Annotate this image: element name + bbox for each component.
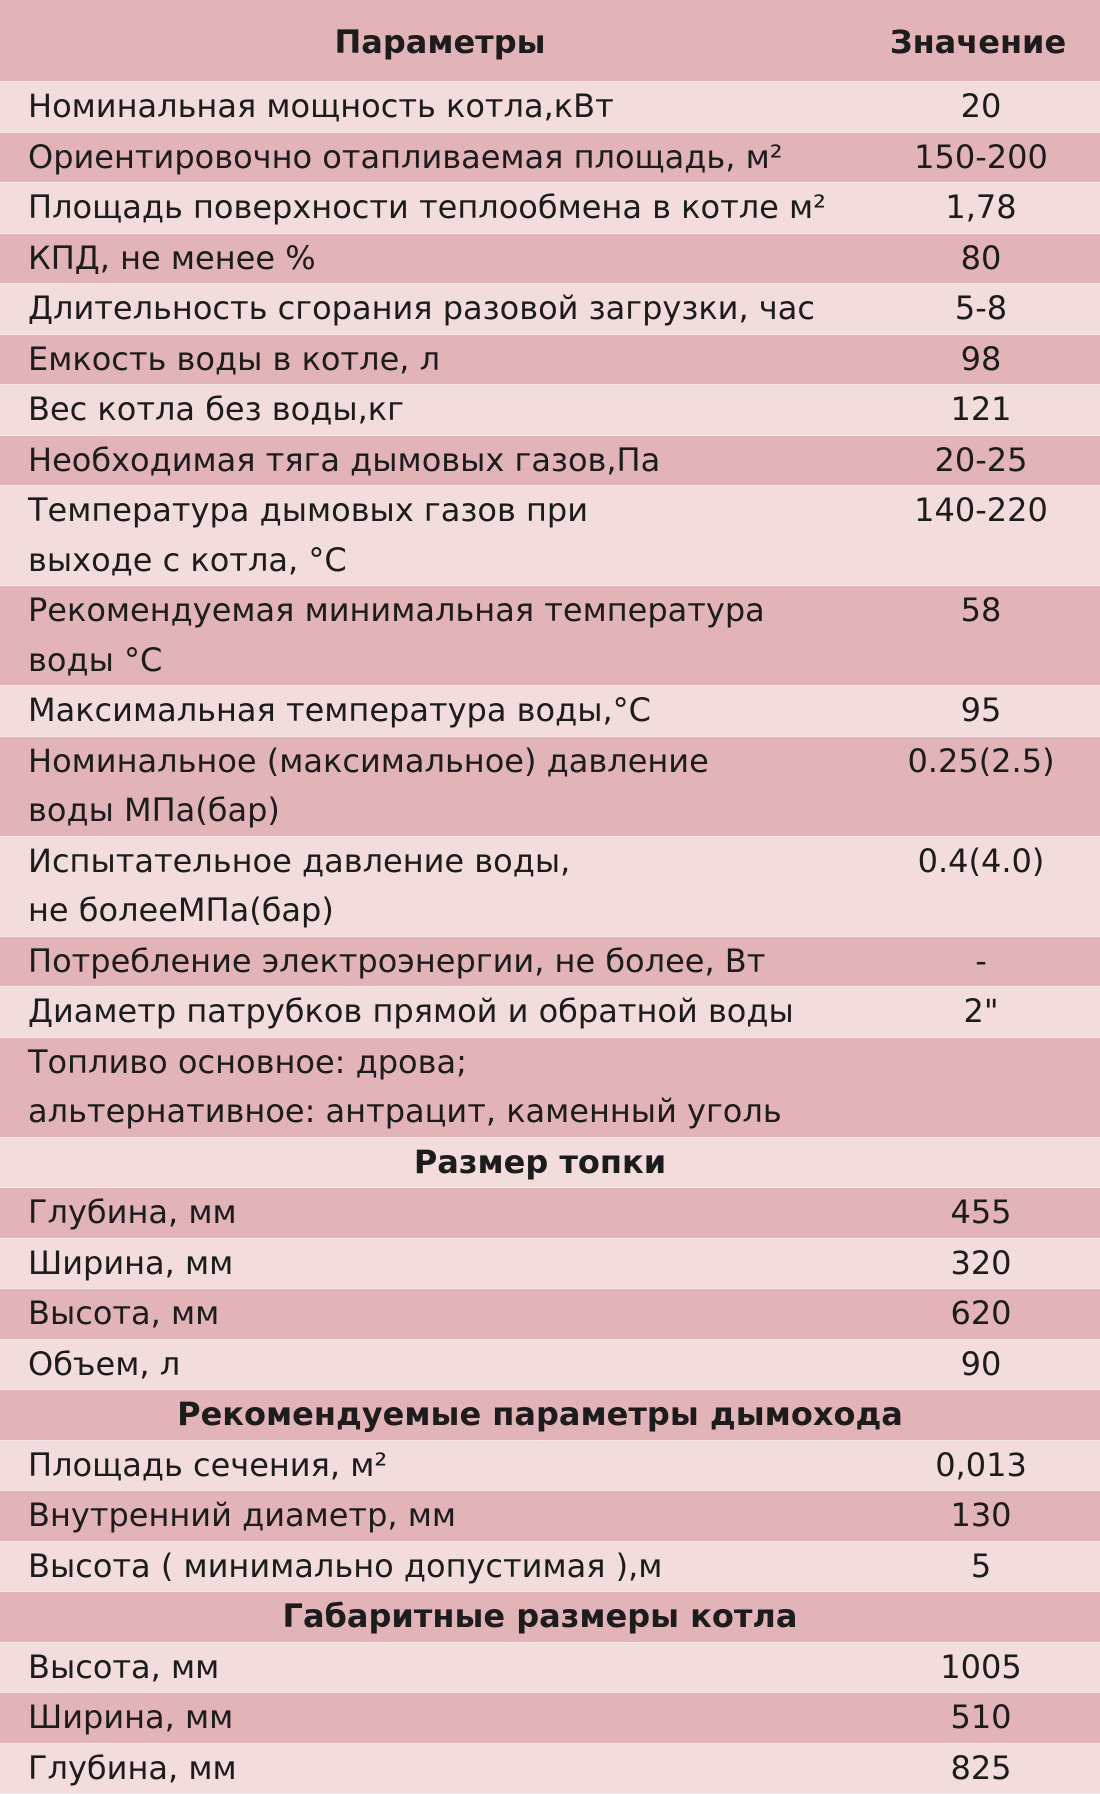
table-row xyxy=(0,1642,1100,1693)
table-row xyxy=(0,1541,1100,1592)
section-header-row xyxy=(0,1390,1100,1441)
table-row xyxy=(0,936,1100,987)
value-cell: 130 xyxy=(880,1491,1100,1542)
table-row xyxy=(0,435,1100,486)
table-row xyxy=(0,334,1100,385)
value-cell: 0.25(2.5) xyxy=(880,736,1100,836)
value-cell: 20-25 xyxy=(880,435,1100,486)
table-row xyxy=(0,183,1100,234)
parameter-cell: Внутренний диаметр, мм xyxy=(0,1491,880,1542)
parameter-cell: Температура дымовых газов при выходе с котла, °С xyxy=(0,486,880,586)
parameter-cell: Испытательное давление воды, не болееМПа(бар) xyxy=(0,836,880,936)
value-cell: 5 xyxy=(880,1541,1100,1592)
parameter-cell: Ширина, мм xyxy=(0,1238,880,1289)
value-cell: 620 xyxy=(880,1289,1100,1340)
value-cell: 1005 xyxy=(880,1642,1100,1693)
value-cell: 510 xyxy=(880,1693,1100,1744)
value-cell: 5-8 xyxy=(880,284,1100,335)
value-cell: 140-220 xyxy=(880,486,1100,586)
column-header-parameters: Параметры xyxy=(0,0,880,82)
value-cell: - xyxy=(880,936,1100,987)
value-cell: 825 xyxy=(880,1743,1100,1794)
table-row xyxy=(0,1491,1100,1542)
parameter-cell: Рекомендуемая минимальная температура воды °С xyxy=(0,586,880,686)
parameter-cell: Глубина, мм xyxy=(0,1188,880,1239)
parameter-cell: Ориентировочно отапливаемая площадь, м² xyxy=(0,132,880,183)
parameter-cell: Глубина, мм xyxy=(0,1743,880,1794)
table-row xyxy=(0,1339,1100,1390)
parameter-cell: Емкость воды в котле, л xyxy=(0,334,880,385)
table-row xyxy=(0,82,1100,133)
value-cell: 0,013 xyxy=(880,1440,1100,1491)
section-title: Габаритные размеры котла xyxy=(0,1592,1100,1643)
parameter-cell: Ширина, мм xyxy=(0,1693,880,1744)
table-row xyxy=(0,836,1100,936)
table-row xyxy=(0,385,1100,436)
parameter-cell: Вес котла без воды,кг xyxy=(0,385,880,436)
parameter-cell: Максимальная температура воды,°С xyxy=(0,686,880,737)
value-cell: 95 xyxy=(880,686,1100,737)
parameter-cell: Потребление электроэнергии, не более, Вт xyxy=(0,936,880,987)
column-header-value: Значение xyxy=(880,0,1100,82)
parameter-cell: Длительность сгорания разовой загрузки, час xyxy=(0,284,880,335)
value-cell: 150-200 xyxy=(880,132,1100,183)
table-row xyxy=(0,736,1100,836)
value-cell: 1,78 xyxy=(880,183,1100,234)
table-row xyxy=(0,132,1100,183)
parameter-cell: Высота ( минимально допустимая ),м xyxy=(0,1541,880,1592)
table-row xyxy=(0,1743,1100,1794)
table-row xyxy=(0,1693,1100,1744)
parameter-cell: Высота, мм xyxy=(0,1289,880,1340)
parameter-cell: Диаметр патрубков прямой и обратной воды xyxy=(0,987,880,1038)
parameter-cell: КПД, не менее % xyxy=(0,233,880,284)
table-row xyxy=(0,233,1100,284)
parameter-cell: Площадь сечения, м² xyxy=(0,1440,880,1491)
value-cell: 0.4(4.0) xyxy=(880,836,1100,936)
value-cell: 320 xyxy=(880,1238,1100,1289)
table-row xyxy=(0,1440,1100,1491)
table-row xyxy=(0,1289,1100,1340)
spec-table-body xyxy=(0,82,1100,1794)
value-cell: 121 xyxy=(880,385,1100,436)
parameter-cell: Площадь поверхности теплообмена в котле м² xyxy=(0,183,880,234)
table-row xyxy=(0,1037,1100,1137)
value-cell: 455 xyxy=(880,1188,1100,1239)
table-row xyxy=(0,1188,1100,1239)
parameter-cell: Высота, мм xyxy=(0,1642,880,1693)
parameter-cell: Объем, л xyxy=(0,1339,880,1390)
table-row xyxy=(0,284,1100,335)
section-header-row xyxy=(0,1137,1100,1188)
parameter-cell: Необходимая тяга дымовых газов,Па xyxy=(0,435,880,486)
table-row xyxy=(0,486,1100,586)
table-header-row xyxy=(0,0,1100,82)
value-cell xyxy=(880,1037,1100,1137)
table-row xyxy=(0,1238,1100,1289)
section-title: Рекомендуемые параметры дымохода xyxy=(0,1390,1100,1441)
table-row xyxy=(0,987,1100,1038)
table-row xyxy=(0,586,1100,686)
value-cell: 80 xyxy=(880,233,1100,284)
parameter-cell: Номинальная мощность котла,кВт xyxy=(0,82,880,133)
table-row xyxy=(0,686,1100,737)
parameter-cell: Топливо основное: дрова; альтернативное: антрацит, каменный уголь xyxy=(0,1037,880,1137)
value-cell: 20 xyxy=(880,82,1100,133)
value-cell: 90 xyxy=(880,1339,1100,1390)
value-cell: 98 xyxy=(880,334,1100,385)
parameter-cell: Номинальное (максимальное) давление воды МПа(бар) xyxy=(0,736,880,836)
section-header-row xyxy=(0,1592,1100,1643)
value-cell: 58 xyxy=(880,586,1100,686)
section-title: Размер топки xyxy=(0,1137,1100,1188)
value-cell: 2" xyxy=(880,987,1100,1038)
